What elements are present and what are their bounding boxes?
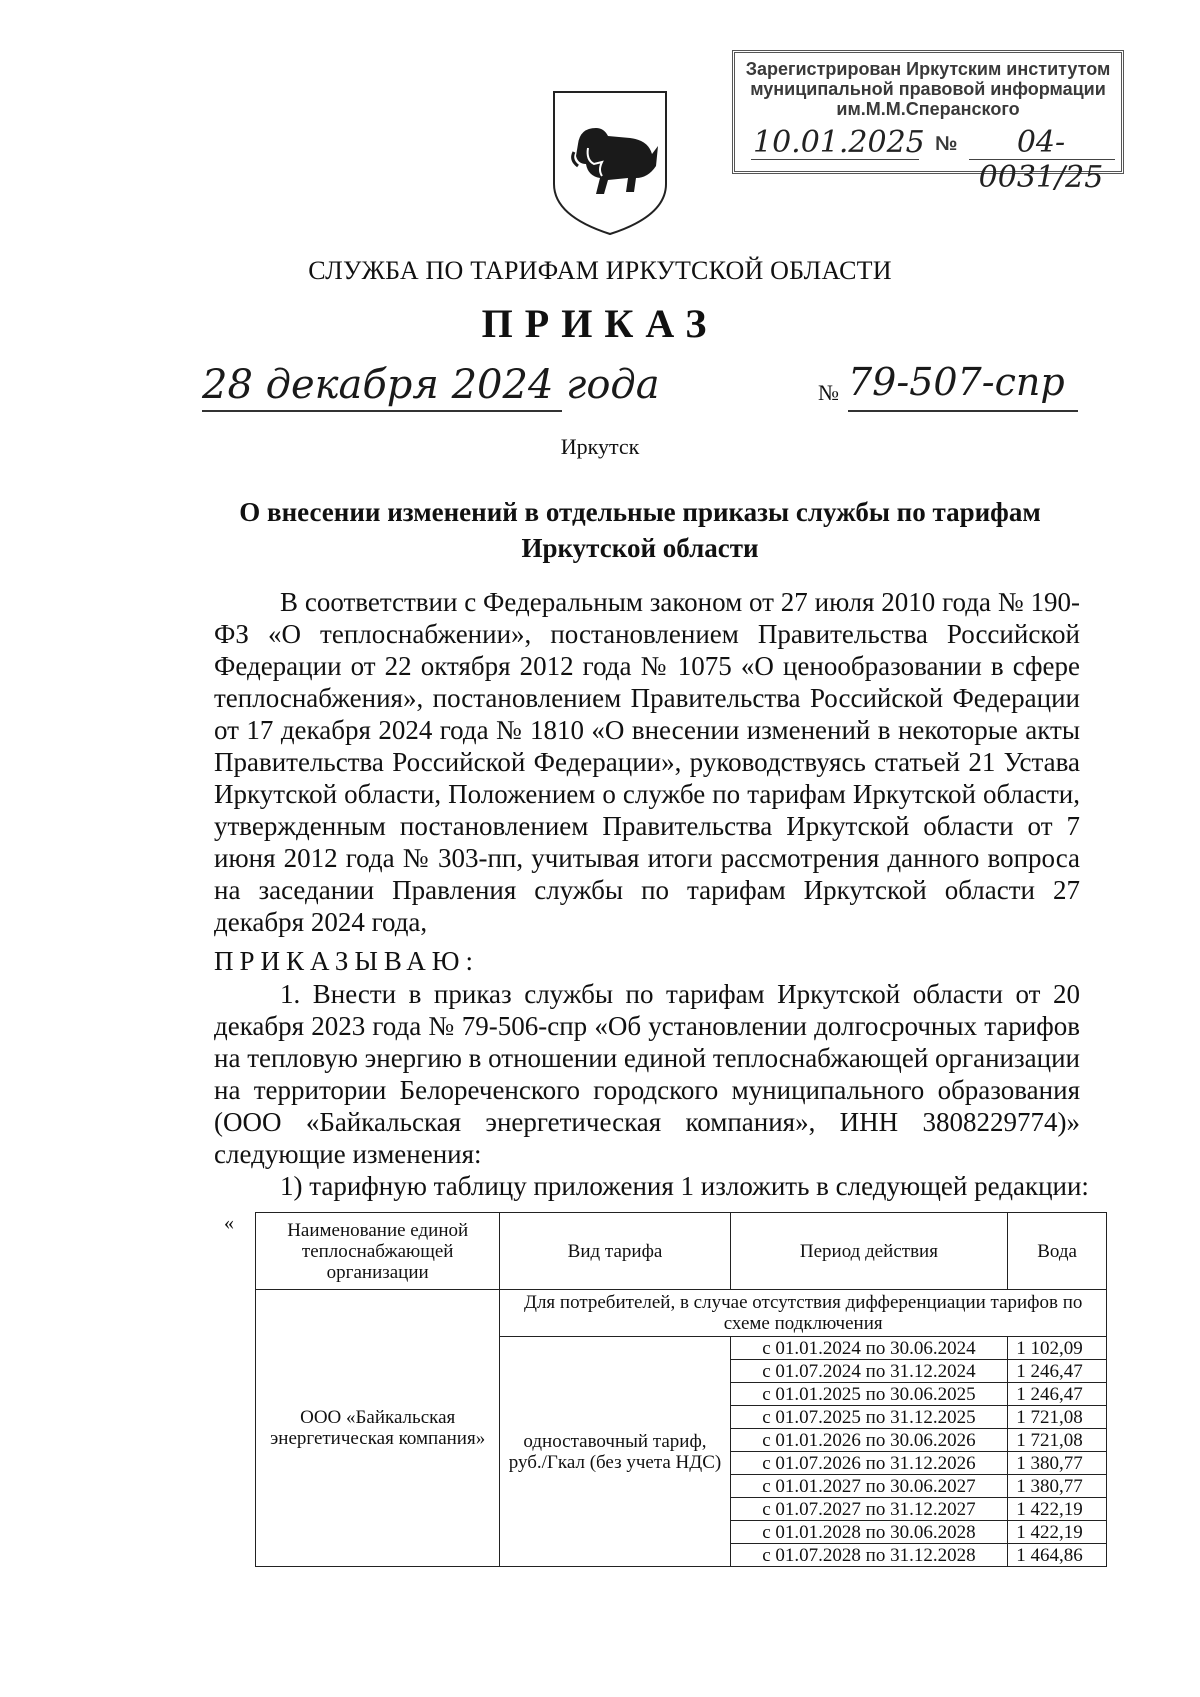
- value-cell: 1 102,09: [1008, 1337, 1107, 1360]
- stamp-registration-date: 10.01.2025: [753, 125, 925, 160]
- org-name-cell: ООО «Байкальская энергетическая компания»: [256, 1290, 500, 1567]
- handwritten-order-number: 79-507-спр: [848, 360, 1065, 404]
- period-cell: с 01.01.2026 по 30.06.2026: [730, 1429, 1008, 1452]
- stamp-line-3: им.М.М.Сперанского: [836, 99, 1020, 119]
- tariff-table: [255, 1212, 1107, 1567]
- stamp-line-1: Зарегистрирован Иркутским институтом: [745, 59, 1111, 79]
- value-cell: 1 422,19: [1008, 1498, 1107, 1521]
- stamp-registration-number: 04-0031/25: [978, 125, 1104, 195]
- value-cell: 1 721,08: [1008, 1429, 1107, 1452]
- value-cell: 1 246,47: [1008, 1383, 1107, 1406]
- period-cell: с 01.07.2025 по 31.12.2025: [730, 1406, 1008, 1429]
- coat-of-arms-icon: [548, 88, 672, 238]
- table-open-quote: «: [224, 1212, 234, 1234]
- handwritten-date: 28 декабря 2024 года: [202, 362, 660, 408]
- period-cell: с 01.07.2024 по 31.12.2024: [730, 1360, 1008, 1383]
- value-cell: 1 380,77: [1008, 1475, 1107, 1498]
- document-title: О внесении изменений в отдельные приказы службы по тарифам Иркутской области: [239, 497, 1041, 563]
- consumer-note-row: [256, 1290, 1107, 1337]
- period-cell: с 01.01.2027 по 30.06.2027: [730, 1475, 1008, 1498]
- tariff-name-cell: одноставочный тариф, руб./Гкал (без учета НДС): [500, 1337, 730, 1567]
- registration-stamp: [732, 50, 1124, 195]
- order-item-1: 1. Внести в приказ службы по тарифам Иркутской области от 20 декабря 2023 года № 79-506-спр «Об установлении долгосрочных тарифов на тепловую энергию в отношении единой теплоснабжающей организации на территории Белореченского городского муниципального образования (ООО «Байкальская энергетическая компания», ИНН 3808229774)» следующие изменения:: [214, 979, 1080, 1169]
- order-word: ПРИКАЗЫВАЮ:: [214, 946, 479, 976]
- value-cell: 1 380,77: [1008, 1452, 1107, 1475]
- header-period: Период действия: [730, 1213, 1008, 1290]
- preamble-paragraph: В соответствии с Федеральным законом от 27 июля 2010 года № 190-ФЗ «О теплоснабжении», постановлением Правительства Российской Федерации от 22 октября 2012 года № 1075 «О ценообразовании в сфере теплоснабжения», постановлением Правительства Российской Федерации от 17 декабря 2024 года № 1810 «О внесении изменений в некоторые акты Правительства Российской Федерации», руководствуясь статьей 21 Устава Иркутской области, Положением о службе по тарифам Иркутской области, утвержденным постановлением Правительства Иркутской области от 7 июня 2012 года № 303-пп, учитывая итоги рассмотрения данного вопроса на заседании Правления службы по тарифам Иркутской области 27 декабря 2024 года,: [214, 587, 1080, 937]
- value-cell: 1 246,47: [1008, 1360, 1107, 1383]
- order-subitem-1: 1) тарифную таблицу приложения 1 изложить в следующей редакции:: [280, 1171, 1089, 1201]
- period-cell: с 01.07.2026 по 31.12.2026: [730, 1452, 1008, 1475]
- value-cell: 1 721,08: [1008, 1406, 1107, 1429]
- header-tariff-type: Вид тарифа: [500, 1213, 730, 1290]
- agency-name: СЛУЖБА ПО ТАРИФАМ ИРКУТСКОЙ ОБЛАСТИ: [308, 256, 892, 285]
- period-cell: с 01.07.2027 по 31.12.2027: [730, 1498, 1008, 1521]
- city: Иркутск: [560, 434, 640, 459]
- date-underline: [202, 410, 562, 412]
- number-underline: [848, 410, 1078, 412]
- value-cell: 1 422,19: [1008, 1521, 1107, 1544]
- period-cell: с 01.01.2028 по 30.06.2028: [730, 1521, 1008, 1544]
- header-org: Наименование единой теплоснабжающей организации: [256, 1213, 500, 1290]
- table-header-row: [256, 1213, 1107, 1290]
- period-cell: с 01.01.2025 по 30.06.2025: [730, 1383, 1008, 1406]
- document-type: ПРИКАЗ: [481, 301, 719, 346]
- stamp-number-label: №: [935, 133, 958, 155]
- header-water: Вода: [1008, 1213, 1107, 1290]
- period-cell: с 01.01.2024 по 30.06.2024: [730, 1337, 1008, 1360]
- value-cell: 1 464,86: [1008, 1544, 1107, 1567]
- order-number-label: №: [818, 380, 839, 405]
- consumer-note-cell: Для потребителей, в случае отсутствия дифференциации тарифов по схеме подключения: [500, 1290, 1107, 1337]
- period-cell: с 01.07.2028 по 31.12.2028: [730, 1544, 1008, 1567]
- stamp-line-2: муниципальной правовой информации: [750, 79, 1106, 99]
